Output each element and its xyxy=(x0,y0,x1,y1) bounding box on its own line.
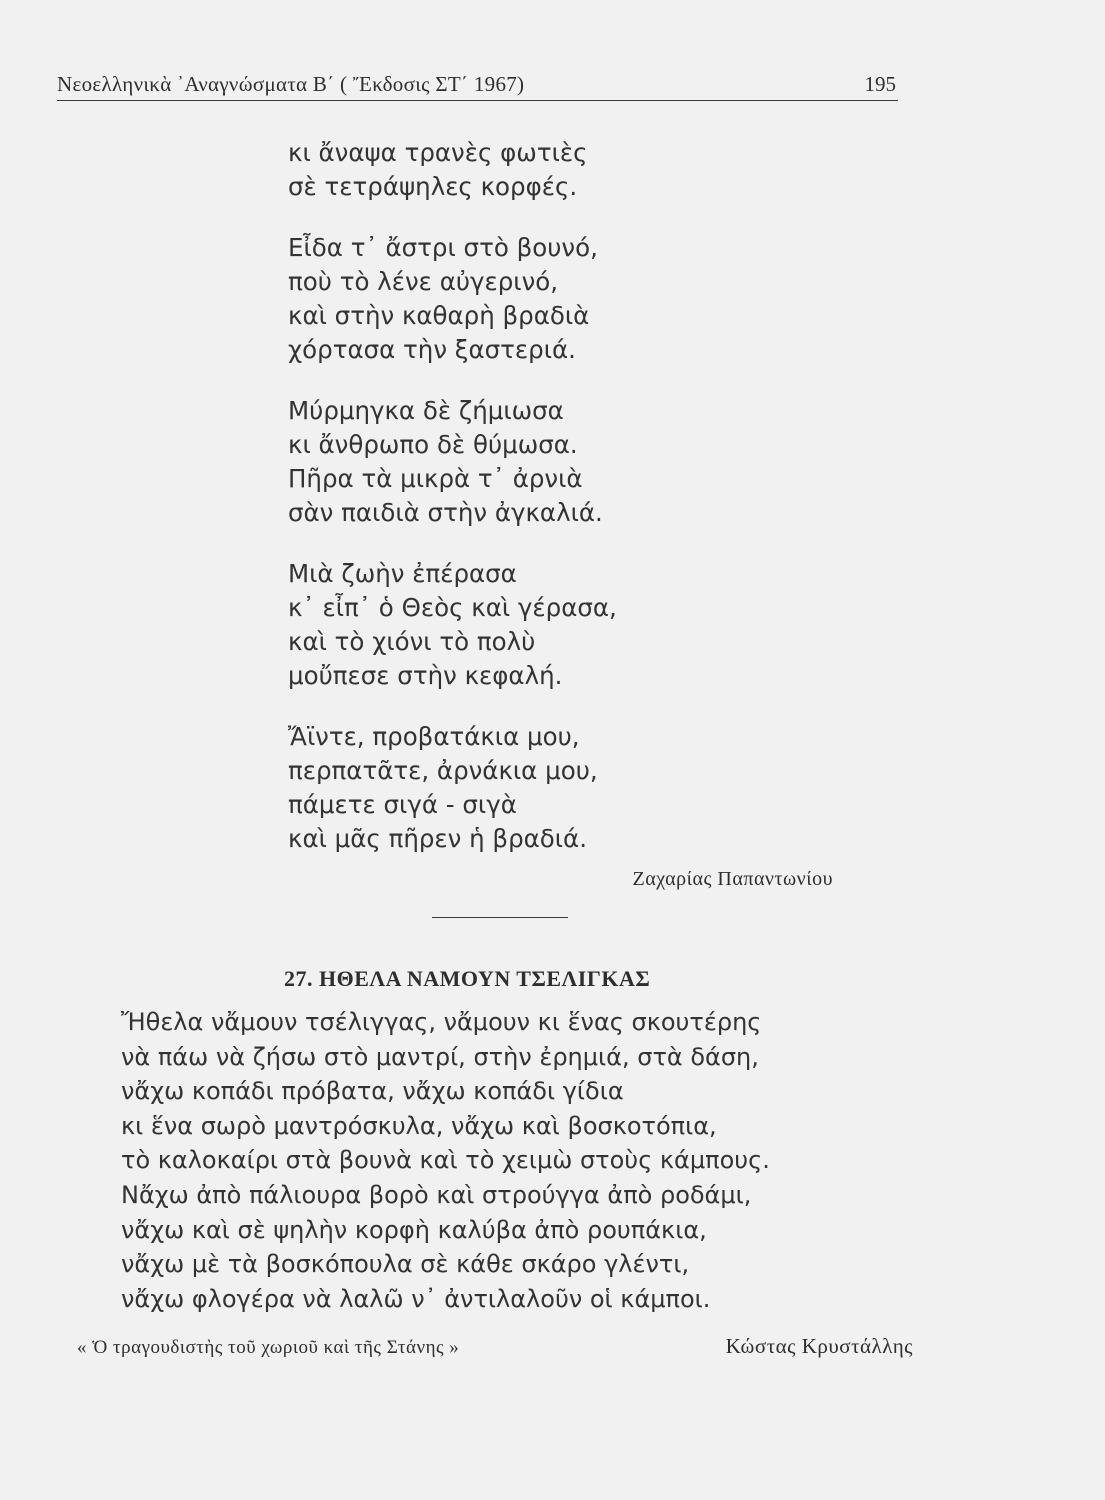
verse-line: Μιὰ ζωὴν ἐπέρασα xyxy=(288,559,517,588)
verse-line: κι ἄνθρωπο δὲ θύμωσα. xyxy=(288,430,578,459)
verse-line: καὶ μᾶς πῆρεν ἡ βραδιά. xyxy=(288,824,587,853)
poem-author: Ζαχαρίας Παπαντωνίου xyxy=(632,868,833,890)
source-citation: « Ὁ τραγουδιστὴς τοῦ χωριοῦ καὶ τῆς Στάνης » xyxy=(77,1337,460,1358)
verse-line: περπατᾶτε, ἀρνάκια μου, xyxy=(288,756,598,785)
verse-line: σὰν παιδιὰ στὴν ἀγκαλιά. xyxy=(288,498,603,527)
verse-line: χόρτασα τὴν ξαστεριά. xyxy=(288,335,576,364)
stanza xyxy=(288,231,848,367)
stanza xyxy=(288,557,848,693)
poem-author: Κώστας Κρυστάλλης xyxy=(725,1334,913,1358)
poem-heading: 27. ΗΘΕΛΑ ΝΑΜΟΥΝ ΤΣΕΛΙΓΚΑΣ xyxy=(284,966,651,991)
verse-line: νἄχω καὶ σὲ ψηλὴν κορφὴ καλύβα ἀπὸ ρουπάκια, xyxy=(121,1215,707,1244)
book-title: Νεοελληνικὰ ᾿Αναγνώσματα Β΄ ( Ἔκδοσις ΣΤ΄ 1967) xyxy=(57,72,525,96)
verse-line: μοὔπεσε στὴν κεφαλή. xyxy=(288,661,563,690)
stanza xyxy=(288,136,848,204)
verse-line: νἄχω μὲ τὰ βοσκόπουλα σὲ κάθε σκάρο γλέντι, xyxy=(121,1250,690,1279)
verse-line: Νἄχω ἀπὸ πάλιουρα βορὸ καὶ στρούγγα ἀπὸ ροδάμι, xyxy=(121,1180,752,1209)
verse-line: σὲ τετράψηλες κορφές. xyxy=(288,172,578,201)
section-divider xyxy=(432,917,568,918)
verse-line: κ᾿ εἶπ᾿ ὁ Θεὸς καὶ γέρασα, xyxy=(288,593,617,622)
verse-line: Μύρμηγκα δὲ ζήμιωσα xyxy=(288,396,564,425)
verse-line: Ἤθελα νἄμουν τσέλιγγας, νἄμουν κι ἕνας σκουτέρης xyxy=(121,1008,762,1036)
verse-line: Ἄϊντε, προβατάκια μου, xyxy=(288,722,580,751)
page-number: 195 xyxy=(864,72,896,96)
verse-line: κι ἄναψα τρανὲς φωτιὲς xyxy=(288,138,588,167)
verse-line: νἄχω φλογέρα νὰ λαλῶ ν᾿ ἀντιλαλοῦν οἱ κάμποι. xyxy=(121,1284,711,1313)
verse-line: νἄχω κοπάδι πρόβατα, νἄχω κοπάδι γίδια xyxy=(121,1077,624,1106)
verse-line: νὰ πάω νὰ ζήσω στὸ μαντρί, στὴν ἐρημιά, στὰ δάση, xyxy=(121,1042,759,1071)
verse-line: πάμετε σιγά - σιγὰ xyxy=(288,790,517,819)
verse-line: καὶ τὸ χιόνι τὸ πολὺ xyxy=(288,627,536,656)
verse-line: Εἶδα τ᾿ ἄστρι στὸ βουνό, xyxy=(288,233,598,262)
verse-line: κι ἕνα σωρὸ μαντρόσκυλα, νἄχω καὶ βοσκοτόπια, xyxy=(121,1111,717,1140)
poem-main xyxy=(121,1005,861,1316)
verse-line: τὸ καλοκαίρι στὰ βουνὰ καὶ τὸ χειμὼ στοὺς κάμπους. xyxy=(121,1146,770,1175)
verse-line: ποὺ τὸ λένε αὐγερινό, xyxy=(288,267,559,296)
poem-previous xyxy=(288,136,848,883)
running-head xyxy=(57,70,898,101)
verse-line: καὶ στὴν καθαρὴ βραδιὰ xyxy=(288,301,590,330)
stanza xyxy=(288,394,848,530)
verse-line: Πῆρα τὰ μικρὰ τ᾿ ἀρνιὰ xyxy=(288,464,583,493)
stanza xyxy=(288,720,848,856)
